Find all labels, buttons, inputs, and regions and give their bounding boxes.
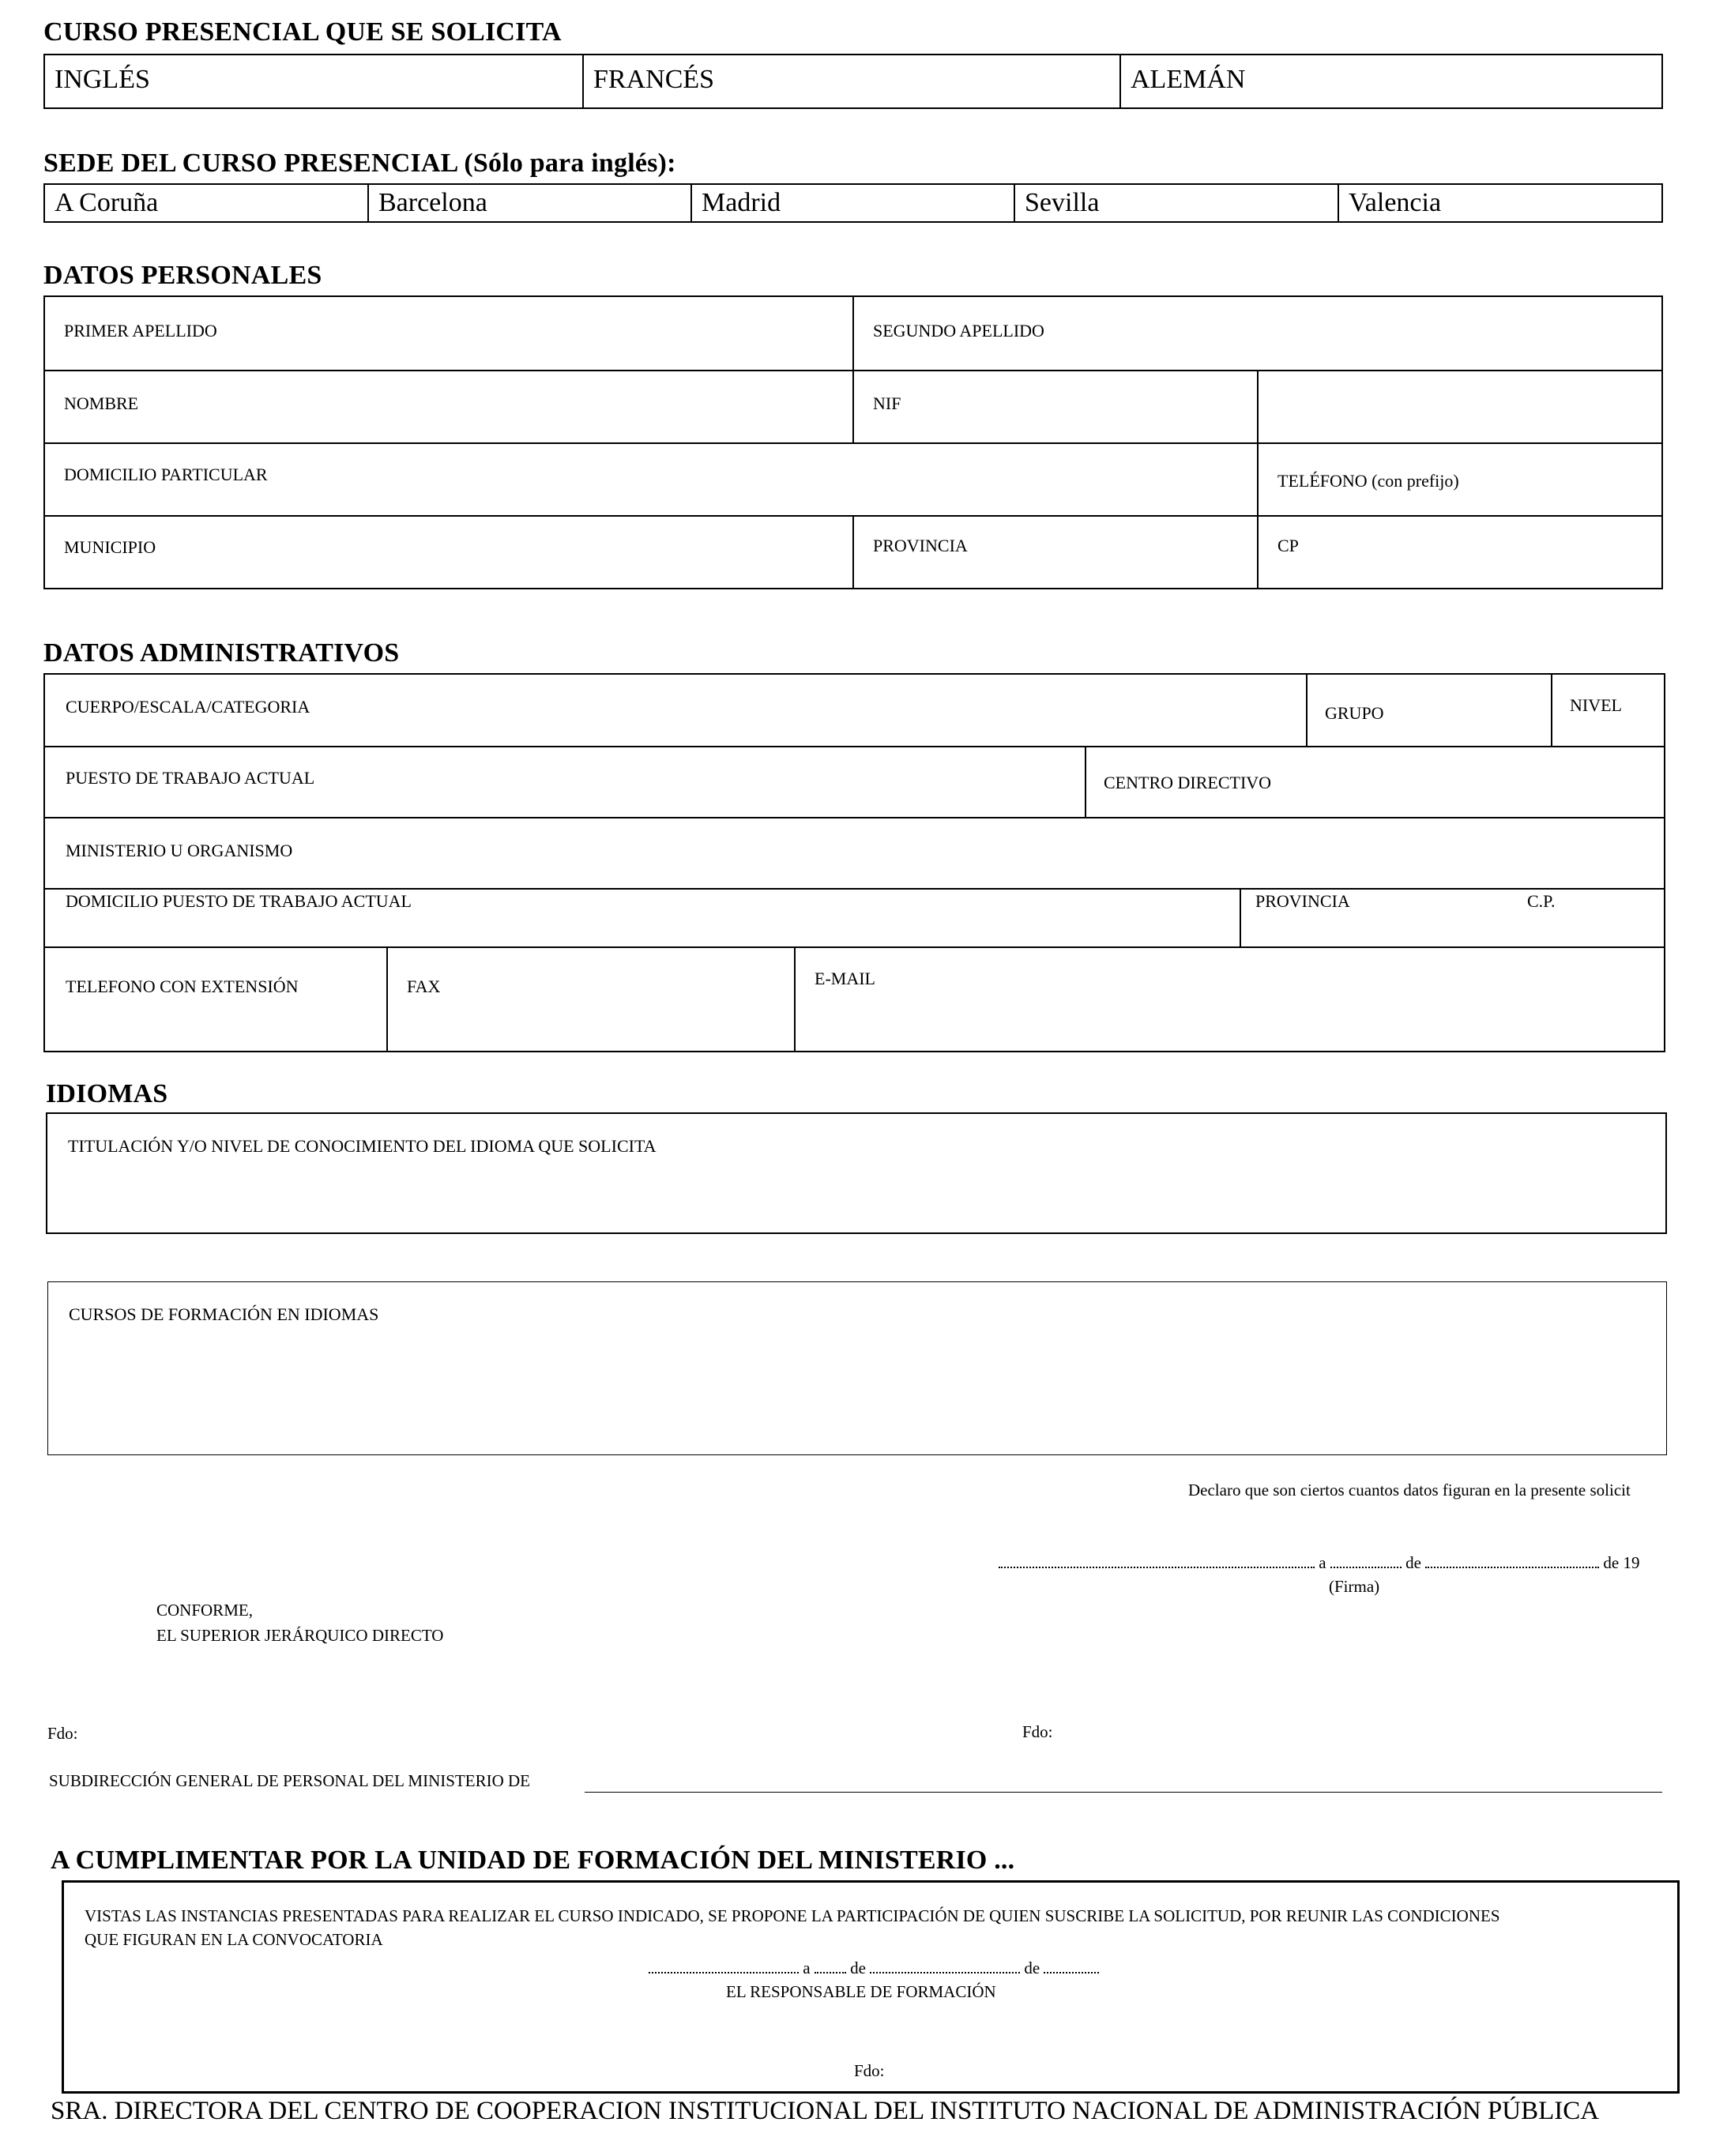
admin-provincia-field[interactable]: PROVINCIA <box>1255 891 1350 911</box>
unit-date-de1: de <box>850 1958 866 1977</box>
domicilio-particular-field[interactable]: DOMICILIO PARTICULAR <box>64 465 268 484</box>
unit-date-line[interactable] <box>649 1958 1099 1978</box>
centro-directivo-field[interactable]: CENTRO DIRECTIVO <box>1104 773 1272 792</box>
admin-cp-field[interactable]: C.P. <box>1527 891 1556 911</box>
nivel-field[interactable]: NIVEL <box>1570 695 1622 715</box>
domicilio-puesto-field[interactable]: DOMICILIO PUESTO DE TRABAJO ACTUAL <box>66 891 412 911</box>
fdo-superior[interactable]: Fdo: <box>47 1724 78 1743</box>
personal-heading: DATOS PERSONALES <box>43 261 322 290</box>
course-option-aleman[interactable]: ALEMÁN <box>1131 65 1246 94</box>
course-heading: CURSO PRESENCIAL QUE SE SOLICITA <box>43 17 562 47</box>
titulacion-label: TITULACIÓN Y/O NIVEL DE CONOCIMIENTO DEL IDIOMA QUE SOLICITA <box>68 1136 657 1156</box>
cuerpo-escala-field[interactable]: CUERPO/ESCALA/CATEGORIA <box>66 697 310 717</box>
date-de: de <box>1405 1553 1421 1572</box>
telefono-extension-field[interactable]: TELEFONO CON EXTENSIÓN <box>66 976 299 996</box>
personal-table <box>43 295 1663 589</box>
admin-heading: DATOS ADMINISTRATIVOS <box>43 638 400 668</box>
course-options-table <box>43 54 1663 109</box>
venue-option-barcelona[interactable]: Barcelona <box>378 188 487 217</box>
unit-box <box>62 1880 1680 2094</box>
venue-option-a-coruna[interactable]: A Coruña <box>55 188 159 217</box>
course-option-ingles[interactable]: INGLÉS <box>55 65 150 94</box>
nif-field[interactable]: NIF <box>873 393 901 413</box>
unit-text-line1: VISTAS LAS INSTANCIAS PRESENTADAS PARA REALIZAR EL CURSO INDICADO, SE PROPONE LA PARTICIPACIÓN DE QUIEN SUSCRIBE LA SOLICITUD, POR REUNIR LAS CONDICIONES <box>85 1906 1500 1925</box>
declaration-text: Declaro que son ciertos cuantos datos figuran en la presente solicit <box>1188 1481 1631 1499</box>
provincia-field[interactable]: PROVINCIA <box>873 536 968 555</box>
footer-addressee: SRA. DIRECTORA DEL CENTRO DE COOPERACION INSTITUCIONAL DEL INSTITUTO NACIONAL DE ADMINISTRACIÓN PÚBLICA <box>51 2097 1600 2125</box>
municipio-field[interactable]: MUNICIPIO <box>64 537 156 557</box>
ministerio-field[interactable]: MINISTERIO U ORGANISMO <box>66 841 293 860</box>
telefono-prefijo-field[interactable]: TELÉFONO (con prefijo) <box>1277 471 1459 491</box>
course-option-frances[interactable]: FRANCÉS <box>593 65 715 94</box>
date-line[interactable] <box>999 1553 1639 1573</box>
venue-heading-note: (Sólo para inglés): <box>464 149 676 178</box>
venue-option-sevilla[interactable]: Sevilla <box>1025 188 1100 217</box>
conforme-line2: EL SUPERIOR JERÁRQUICO DIRECTO <box>156 1626 444 1645</box>
email-field[interactable]: E-MAIL <box>815 969 875 988</box>
date-a: a <box>1319 1553 1326 1572</box>
subdireccion-line[interactable] <box>585 1792 1662 1793</box>
unit-date-de2: de <box>1024 1958 1040 1977</box>
cp-field[interactable]: CP <box>1277 536 1299 555</box>
firma-label: (Firma) <box>1329 1577 1380 1596</box>
languages-heading: IDIOMAS <box>46 1079 168 1108</box>
puesto-trabajo-field[interactable]: PUESTO DE TRABAJO ACTUAL <box>66 768 315 788</box>
venue-option-valencia[interactable]: Valencia <box>1349 188 1442 217</box>
unit-text-line2: QUE FIGURAN EN LA CONVOCATORIA <box>85 1930 383 1949</box>
unit-fdo[interactable]: Fdo: <box>854 2061 885 2080</box>
cursos-formacion-box[interactable] <box>47 1281 1667 1455</box>
subdireccion-label: SUBDIRECCIÓN GENERAL DE PERSONAL DEL MINISTERIO DE <box>49 1771 530 1790</box>
fdo-solicitante[interactable]: Fdo: <box>1022 1722 1053 1741</box>
venue-options-table <box>43 183 1663 223</box>
grupo-field[interactable]: GRUPO <box>1325 703 1384 723</box>
primer-apellido-field[interactable]: PRIMER APELLIDO <box>64 321 217 341</box>
blank-field[interactable] <box>1259 371 1660 441</box>
segundo-apellido-field[interactable]: SEGUNDO APELLIDO <box>873 321 1044 341</box>
venue-heading <box>43 149 676 179</box>
admin-table <box>43 673 1665 1052</box>
unit-date-a: a <box>803 1958 811 1977</box>
venue-heading-text: SEDE DEL CURSO PRESENCIAL <box>43 149 457 178</box>
titulacion-box[interactable] <box>46 1112 1667 1234</box>
unit-heading: A CUMPLIMENTAR POR LA UNIDAD DE FORMACIÓN DEL MINISTERIO ... <box>51 1846 1015 1875</box>
responsable-formacion: EL RESPONSABLE DE FORMACIÓN <box>726 1982 996 2001</box>
venue-option-madrid[interactable]: Madrid <box>702 188 781 217</box>
nombre-field[interactable]: NOMBRE <box>64 393 139 413</box>
date-de-19: de 19 <box>1603 1553 1640 1572</box>
fax-field[interactable]: FAX <box>407 976 441 996</box>
conforme-line1: CONFORME, <box>156 1601 253 1620</box>
cursos-formacion-label: CURSOS DE FORMACIÓN EN IDIOMAS <box>69 1304 379 1324</box>
